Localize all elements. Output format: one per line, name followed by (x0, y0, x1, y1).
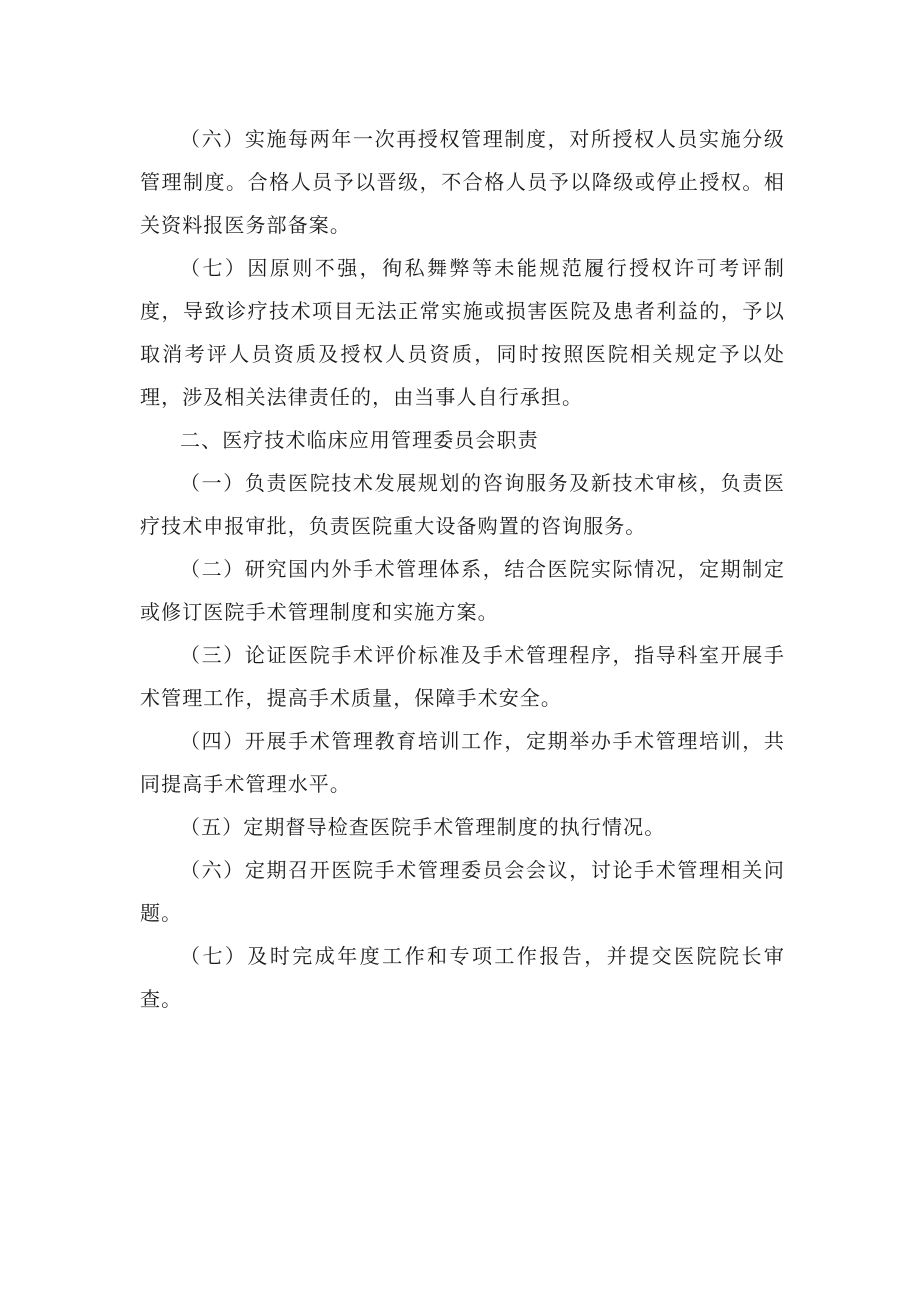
paragraph-duty-3: （三）论证医院手术评价标准及手术管理程序，指导科室开展手术管理工作，提高手术质量，保障手术安全。 (140, 643, 785, 710)
paragraph-misconduct-penalty: （七）因原则不强，徇私舞弊等未能规范履行授权许可考评制度，导致诊疗技术项目无法正常实施或损害医院及患者利益的，予以取消考评人员资质及授权人员资质，同时按照医院相关规定予以处理，涉及相关法律责任的，由当事人自行承担。 (140, 256, 785, 409)
paragraph-duty-5: （五）定期督导检查医院手术管理制度的执行情况。 (180, 815, 666, 839)
paragraph-duty-4: （四）开展手术管理教育培训工作，定期举办手术管理培训，共同提高手术管理水平。 (140, 729, 785, 796)
paragraph-duty-7: （七）及时完成年度工作和专项工作报告，并提交医院院长审查。 (140, 944, 785, 1011)
paragraph-duty-1: （一）负责医院技术发展规划的咨询服务及新技术审核，负责医疗技术申报审批，负责医院重大设备购置的咨询服务。 (140, 471, 785, 538)
document-body (140, 118, 785, 1021)
paragraph-duty-2: （二）研究国内外手术管理体系，结合医院实际情况，定期制定或修订医院手术管理制度和实施方案。 (140, 557, 785, 624)
paragraph-authorization-review: （六）实施每两年一次再授权管理制度，对所授权人员实施分级管理制度。合格人员予以晋级，不合格人员予以降级或停止授权。相关资料报医务部备案。 (140, 127, 785, 237)
section-heading-committee-duties: 二、医疗技术临床应用管理委员会职责 (180, 428, 539, 452)
paragraph-duty-6: （六）定期召开医院手术管理委员会会议，讨论手术管理相关问题。 (140, 858, 785, 925)
